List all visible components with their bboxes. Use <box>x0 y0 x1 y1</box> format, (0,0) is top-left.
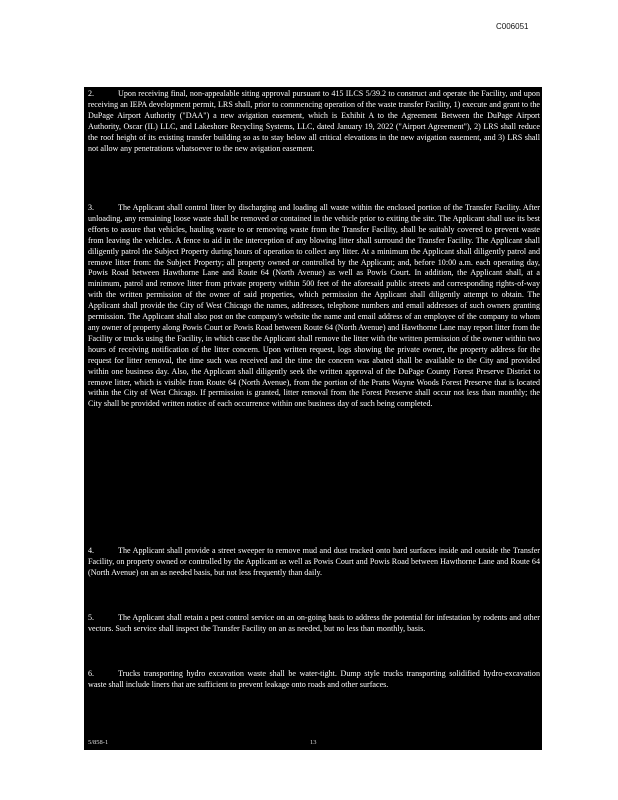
paragraph-number: 5. <box>88 613 95 622</box>
paragraph-number: 3. <box>88 203 95 212</box>
paragraph-5 <box>88 613 540 635</box>
footer-page-number: 13 <box>310 739 317 746</box>
paragraph-number: 6. <box>88 669 95 678</box>
paragraph-3 <box>88 203 540 410</box>
document-body <box>84 87 542 750</box>
paragraph-6 <box>88 669 540 691</box>
paragraph-number: 2. <box>88 89 95 98</box>
paragraph-text: The Applicant shall provide a street sweeper to remove mud and dust tracked onto hard surfaces inside and outside the Transfer Facility, on property owned or controlled by the Applicant as well as Powis Court and Powis Road between Hawthorne Lane and Route 64 (North Avenue) on an as needed basis, but not less frequently than daily. <box>88 546 540 577</box>
bates-number: C006051 <box>496 22 529 31</box>
paragraph-number: 4. <box>88 546 95 555</box>
paragraph-text: The Applicant shall retain a pest control service on an on-going basis to address the potential for infestation by rodents and other vectors. Such service shall inspect the Transfer Facility on an as needed, but no less than monthly, basis. <box>88 613 540 633</box>
paragraph-2 <box>88 89 540 154</box>
paragraph-text: Trucks transporting hydro excavation waste shall be water-tight. Dump style trucks transporting solidified hydro-excavation waste shall include liners that are sufficient to prevent leakage onto roads and other surfaces. <box>88 669 540 689</box>
paragraph-text: The Applicant shall control litter by discharging and loading all waste within the enclosed portion of the Transfer Facility. After unloading, any remaining loose waste shall be removed or contained in the vehicle prior to exiting the site. The Applicant shall use its best efforts to assure that vehicles, hauling waste to or removing waste from the Transfer Facility, shall be suitably covered to prevent waste from leaving the vehicles. A fence to aid in the interception of any blowing litter shall surround the Transfer Facility. The Applicant shall diligently patrol the Subject Property during hours of operation to collect any litter. At a minimum the Applicant shall diligently patrol and remove litter from: the Subject Property; all property owned or controlled by the Applicant; and, before 10:00 a.m. each operating day, Powis Road between Hawthorne Lane and Route 64 (North Avenue) as well as Powis Court. In addition, the Applicant shall, at a minimum, patrol and remove litter from private property within 500 feet of the aforesaid public streets and corresponding rights-of-way with the written permission of the owner of said properties, which permission the Applicant shall diligently attempt to obtain. The Applicant shall provide the City of West Chicago the names, addresses, telephone numbers and email addresses of such owners granting permission. The Applicant shall also post on the company's website the name and email address of an employee of the company to whom any owner of property along Powis Court or Powis Road between Route 64 (North Avenue) and Hawthorne Lane may report litter from the Facility or trucks using the Facility, in which case the Applicant shall remove the litter with the written permission of the owner within two hours of receiving notification of the litter concern. Upon written request, logs showing the private owner, the property address for the request for litter removal, the time such was received and the time the concern was abated shall be available to the City and provided within one business day. Also, the Applicant shall diligently seek the written approval of the DuPage County Forest Preserve District to remove litter, which is visible from Route 64 (North Avenue), from the portion of the Pratts Wayne Woods Forest Preserve that is located within the City of West Chicago. If permission is granted, litter removal from the Forest Preserve shall occur not less than monthly; the City shall be provided written notice of each occurrence within one business day of such being completed. <box>88 203 540 409</box>
footer-doc-id: 5/858-1 <box>88 739 109 746</box>
paragraph-4 <box>88 546 540 579</box>
paragraph-text: Upon receiving final, non-appealable siting approval pursuant to 415 ILCS 5/39.2 to construct and operate the Facility, and upon receiving an IEPA development permit, LRS shall, prior to commencing operation of the waste transfer Facility, 1) execute and grant to the DuPage Airport Authority ("DAA") a new avigation easement, which is Exhibit A to the Agreement Between the DuPage Airport Authority, Oscar (IL) LLC, and Lakeshore Recycling Systems, LLC, dated January 19, 2022 ("Airport Agreement"), 2) LRS shall reduce the roof height of its existing transfer building so as to stay below all critical elevations in the new avigation easement, and 3) LRS shall not allow any penetrations whatsoever to the new avigation easement. <box>88 89 540 153</box>
